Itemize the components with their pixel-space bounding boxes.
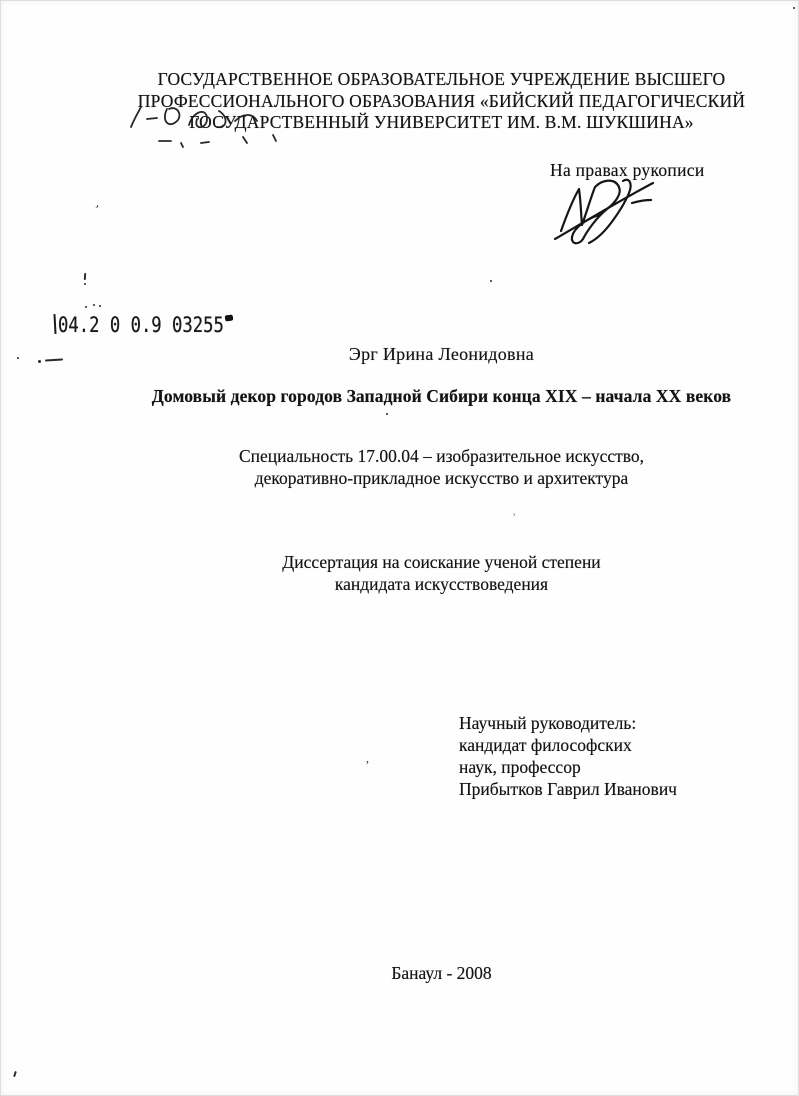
supervisor-line-3: наук, профессор [459, 757, 581, 777]
supervisor-block [459, 712, 677, 800]
supervisor-line-4: Прибытков Гаврил Иванович [459, 779, 677, 799]
scan-speck: ʼ [91, 201, 101, 217]
scan-speck [17, 357, 19, 359]
scan-speck [490, 280, 492, 282]
scan-speck [99, 305, 101, 307]
dissertation-line-1: Диссертация на соискание ученой степени [282, 552, 601, 572]
stamp-number: 04.2 0 0.9 03255 [58, 313, 224, 337]
ink-blot-icon [225, 314, 234, 321]
city-year: Банаул - 2008 [391, 963, 492, 983]
dissertation-title: Домовый декор городов Западной Сибири конца XIX – начала XX веков [151, 386, 732, 406]
scan-speck [84, 283, 86, 285]
scan-speck: ʾ [511, 510, 519, 526]
supervisor-line-2: кандидат философских [459, 735, 632, 755]
specialty-line-2: декоративно-прикладное искусство и архитектура [254, 467, 629, 488]
scan-speck [93, 304, 95, 306]
specialty-line-1: Специальность 17.00.04 – изобразительное искусство, [238, 446, 645, 466]
author-name: Эрг Ирина Леонидовна [348, 344, 535, 364]
manuscript-rights-note: На правах рукописи [550, 160, 705, 180]
university-header-line-3: ГОСУДАРСТВЕННЫЙ УНИВЕРСИТЕТ ИМ. В.М. ШУКШИНА» [189, 112, 694, 132]
dissertation-line-2: кандидата искусствоведения [334, 573, 549, 594]
supervisor-line-1: Научный руководитель: [459, 713, 637, 733]
specialty-block [85, 446, 798, 489]
handwritten-scribble-icon [123, 99, 333, 159]
scan-speck [386, 413, 388, 415]
scan-speck: , [366, 751, 369, 765]
scan-speck [85, 306, 87, 308]
scan-speck [84, 273, 86, 280]
university-header-line-2: ПРОФЕССИОНАЛЬНОГО ОБРАЗОВАНИЯ «БИЙСКИЙ ПЕДАГОГИЧЕСКИЙ [137, 90, 746, 111]
university-header-line-1: ГОСУДАРСТВЕННОЕ ОБРАЗОВАТЕЛЬНОЕ УЧРЕЖДЕНИЕ ВЫСШЕГО [157, 69, 726, 89]
signature-icon [539, 173, 674, 253]
scan-speck [38, 360, 41, 363]
dissertation-statement [85, 552, 798, 595]
scan-speck [45, 358, 63, 361]
stamp-edge-line [53, 314, 56, 334]
scan-speck [13, 1071, 16, 1077]
scan-speck [793, 7, 795, 9]
